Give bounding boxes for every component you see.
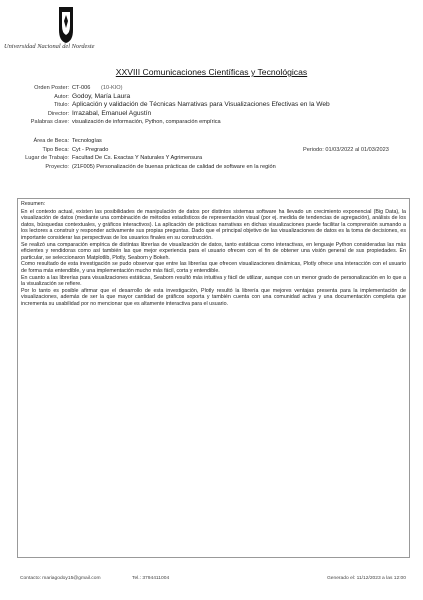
footer-contact: Contacto: mariagodoy15@gmail.com bbox=[20, 576, 101, 581]
value-tipo-beca: Cyt - Pregrado bbox=[72, 146, 109, 153]
details-section bbox=[0, 84, 423, 171]
footer-phone: Tel.: 3794411004 bbox=[132, 576, 170, 581]
label-director: Director: bbox=[47, 110, 69, 117]
label-lugar-trabajo: Lugar de Trabajo: bbox=[25, 155, 69, 162]
label-titulo: Titulo: bbox=[53, 102, 69, 109]
row-autor bbox=[0, 93, 423, 102]
label-area-beca: Área de Beca: bbox=[33, 137, 69, 144]
label-proyecto: Proyecto: bbox=[45, 163, 69, 170]
value-orden-poster: CT-006 bbox=[72, 85, 91, 91]
row-proyecto bbox=[0, 163, 423, 172]
period bbox=[303, 146, 389, 155]
value-director: Irrazabal, Emanuel Agustín bbox=[72, 109, 152, 117]
value-proyecto: (21F005) Personalización de buenas prácticas de calidad de software en la región bbox=[72, 163, 276, 170]
row-titulo bbox=[0, 101, 423, 110]
row-tipo-beca bbox=[0, 146, 423, 155]
value-area-beca: Tecnologías bbox=[72, 137, 102, 144]
abstract-paragraph: En cuanto a las librerías para visualizaciones estáticas, Seaborn resultó más intuitiva y fácil de utilizar, aunque con un menor grado de personalización en lo que a la visualización se refiere. bbox=[21, 274, 406, 288]
label-periodo: Periodo: bbox=[303, 146, 324, 153]
university-name: Universidad Nacional del Nordeste bbox=[4, 43, 95, 50]
abstract-box bbox=[17, 198, 410, 558]
label-autor: Autor: bbox=[54, 93, 69, 100]
label-palabras-clave: Palabras clave: bbox=[30, 119, 69, 126]
value-palabras-clave: visualización de información, Python, comparación empírica bbox=[72, 119, 221, 126]
abstract-paragraph: Se realizó una comparación empírica de distintas librerías de visualización de datos, tanto estáticas como interactivas, en lenguaje Python consideradas las más eficientes y rendidoras como así también las que mejor experiencia para el usuario ofrecen con el fin de obtener una visión general de sus propiedades. En particular, se seleccionaron Matplotlib, Plotly, Seaborn y Bokeh. bbox=[21, 241, 406, 261]
row-palabras-clave bbox=[0, 118, 423, 127]
abstract-paragraph: Como resultado de esta investigación se pudo observar que entre las librerías que ofrecen visualizaciones dinámicas, Plotly ofrece una interacción con el usuario de forma más entendible, y una implementación mucho más fácil, corta y entendible. bbox=[21, 261, 406, 274]
abstract-paragraph: Por lo tanto es posible afirmar que el desarrollo de esta investigación, Plotly resultó la librería que mejores ventajas presenta para la implementación de visualizaciones, además de ser la que mayor cantidad de gráficos soporta y también cuenta con una comunidad activa y una documentación completa que incrementa su usabilidad por no mencionar que es altamente interactiva para el usuario. bbox=[21, 287, 406, 307]
abstract-paragraph: En el contexto actual, existen las posibilidades de manipulación de datos por distintos sistemas software ha llevado un crecimiento exponencial (Big Data), la visualización de datos (mediante una combinación de métodos estadísticos de representación visual (por ej. medida de tendencias de agregación), análisis de los datos, búsquedas contextuales, y gráficos interactivos). La aplicación de prácticas narrativas en dichas visualizaciones puede facilitar la comprensión sumando a los lectores a construir y responder activamente sus propias preguntas. Dado que el principal objetivo de las visualizaciones de datos es la toma de decisiones, es importante considerar las perspectivas de los usuarios finales en su construcción. bbox=[21, 208, 406, 241]
value-periodo: 01/03/2022 al 01/03/2023 bbox=[325, 146, 389, 153]
abstract-heading: Resumen: bbox=[21, 201, 46, 207]
value-lugar-trabajo: Facultad De Cs. Exactas Y Naturales Y Agrimensura bbox=[72, 155, 203, 162]
page-title: XXVIII Comunicaciones Científicas y Tecnológicas bbox=[115, 67, 308, 77]
value-orden-poster-code: (10-KIO) bbox=[101, 85, 123, 91]
university-logo bbox=[22, 6, 122, 58]
value-titulo: Aplicación y validación de Técnicas Narrativas para Visualizaciones Efectivas en la Web bbox=[72, 101, 330, 109]
row-orden-poster bbox=[0, 84, 423, 93]
label-tipo-beca: Tipo Beca: bbox=[42, 146, 69, 153]
shield-crest-icon bbox=[58, 6, 74, 44]
footer-generated: Generado el: 11/12/2023 a las 12:00 bbox=[326, 576, 406, 581]
row-area-beca bbox=[0, 137, 423, 146]
row-director bbox=[0, 110, 423, 119]
row-lugar-trabajo bbox=[0, 154, 423, 163]
value-autor: Godoy, María Laura bbox=[72, 92, 131, 100]
label-orden-poster: Orden Poster: bbox=[34, 85, 69, 91]
